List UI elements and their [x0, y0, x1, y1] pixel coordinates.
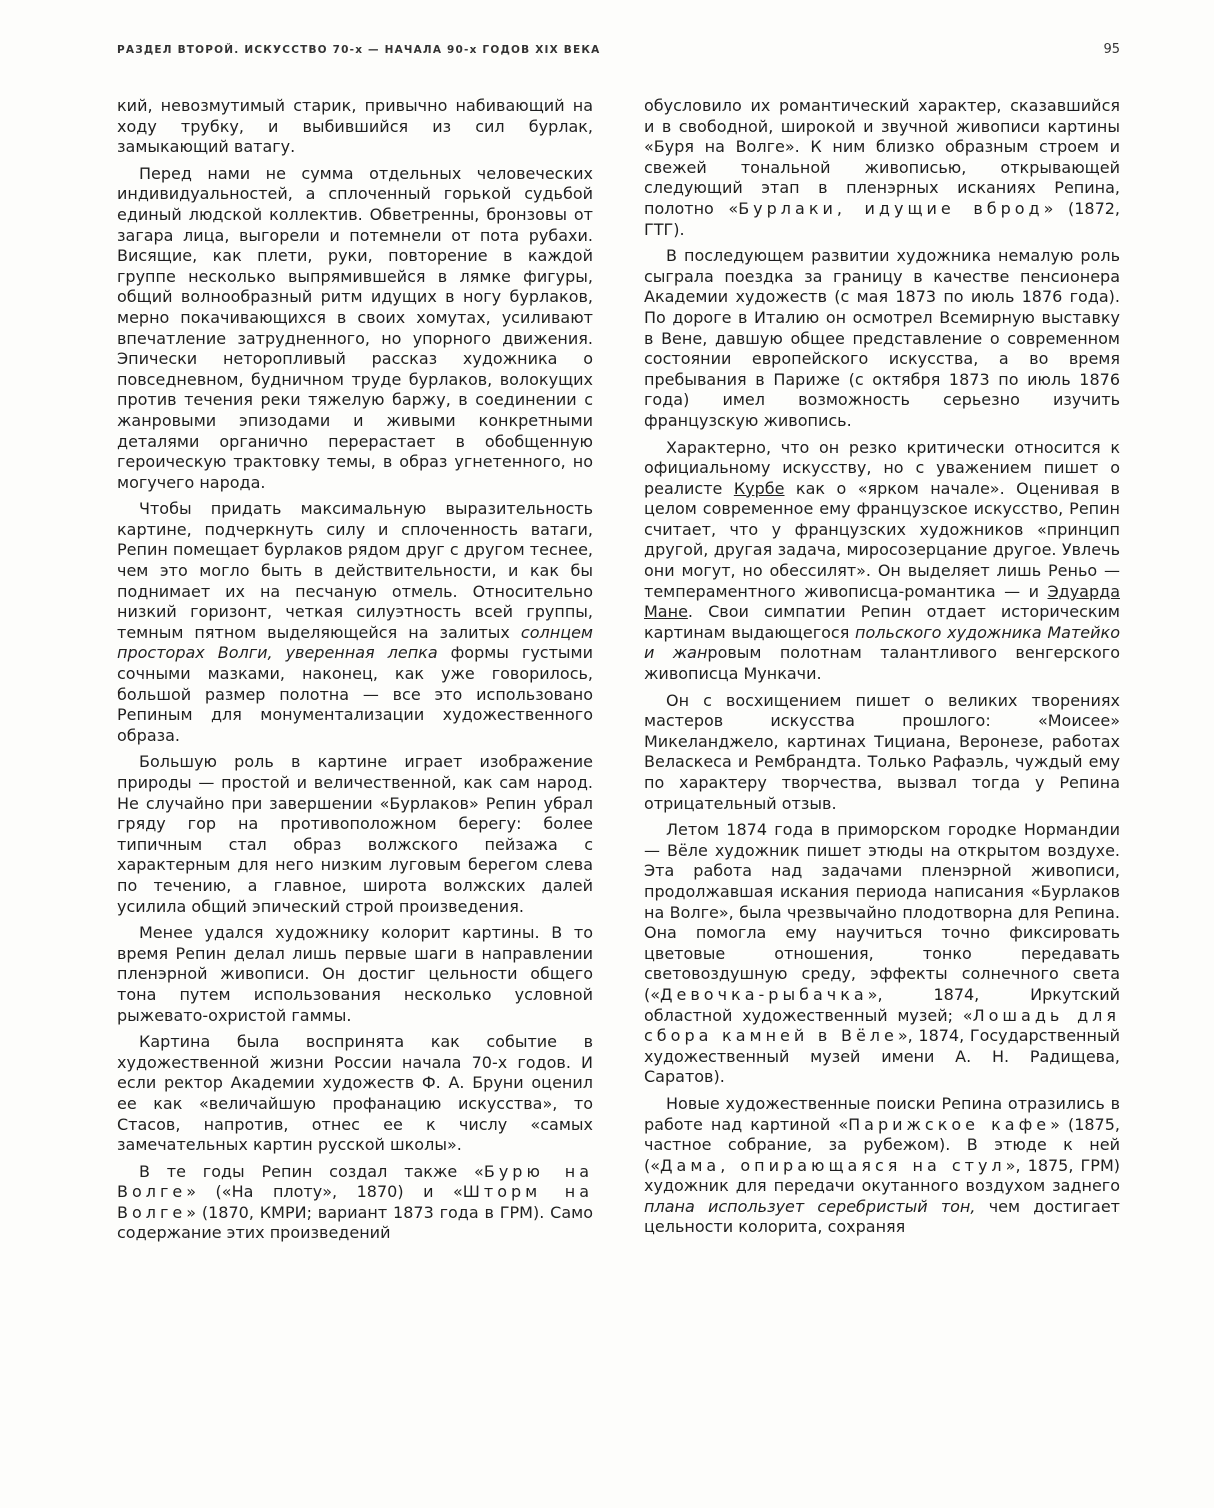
text-run: Чтобы придать максимальную выразительность картине, подчеркнуть силу и сплоченность ватаги, Репин помещает бурлаков рядом друг с другом теснее, чем это могло быть в действительности, и как бы поднимает их на песчаную отмель. Относительно низкий горизонт, четкая силуэтность всей группы, темным пятном выделяющейся на залитых: [117, 499, 593, 642]
text-run: », 1875, ГРМ) художник для передачи окутанного воздухом заднего: [644, 1155, 1120, 1196]
text-run: . Свои симпатии Репин отдает историческим картинам выдающегося: [644, 602, 1120, 642]
spaced-title: Лошадь для сбора камней в Вёле: [644, 1005, 1120, 1046]
text-run: », 1874, Иркутский областной художественный музей; «: [644, 984, 1120, 1025]
paragraph: [644, 96, 1120, 240]
spaced-title: Девочка-рыбачка: [660, 984, 868, 1004]
left-column: [117, 96, 593, 1250]
text-run: ровым полотнам талантливого венгерского живописца Мункачи.: [644, 643, 1120, 684]
text-run: Новые художественные поиски Репина отразились в работе над картиной «: [644, 1093, 1120, 1134]
text-run: », 1874, Государственный художественный музей имени А. Н. Радищева, Саратов).: [644, 1026, 1120, 1087]
paragraph: кий, невозмутимый старик, привычно набивающий на ходу трубку, и выбившийся из сил бурлак, замыкающий ватагу.: [117, 96, 593, 157]
paragraph: В последующем развитии художника немалую роль сыграла поездка за границу в качестве пенсионера Академии художеств (с мая 1873 по июль 1876 года). По дороге в Италию он осмотрел Всемирную выставку в Вене, давшую общее представление о современном состоянии европейского искусства, а во время пребывания в Париже (с октября 1873 по июль 1876 года) имел возможность серьезно изучить французскую живопись.: [644, 246, 1120, 430]
page-number: 95: [1103, 42, 1120, 57]
text-run: чем достигает цельности колорита, сохраняя: [644, 1196, 1121, 1237]
paragraph: [644, 438, 1120, 685]
spaced-title: Шторм на Волге: [117, 1182, 594, 1222]
paragraph: Он с восхищением пишет о великих творениях мастеров искусства прошлого: «Моисее» Микеланджело, картинах Тициана, Веронезе, работах Веласкеса и Рембрандта. Только Рафаэль, чуждый ему по характеру творчества, вызвал тогда у Репина отрицательный отзыв.: [644, 690, 1120, 813]
paragraph: Картина была воспринята как событие в художественной жизни России начала 70-х годов. И если ректор Академии художеств Ф. А. Бруни оценил ее как «величайшую профанацию искусства», то Стасов, напротив, отнес ее к числу «самых замечательных картин русской школы».: [117, 1032, 593, 1155]
paragraph: Большую роль в картине играет изображение природы — простой и величественной, как сам народ. Не случайно при завершении «Бурлаков» Репин убрал гряду гор на противоположном берегу: более типичным стал образ волжского пейзажа с характерным для него низким луговым берегом слева по течению, а главное, широта волжских далей усилила общий эпический строй произведения.: [117, 752, 593, 916]
spaced-title: Парижское кафе: [848, 1114, 1051, 1134]
right-column: [644, 96, 1120, 1244]
text-run: » («На плоту», 1870) и «: [186, 1182, 463, 1202]
italic-text: плана использует серебристый тон,: [644, 1196, 976, 1216]
text-run: формы густыми сочными мазками, наконец, как уже говорилось, большой размер полотна — все это использовано Репиным для монументализации художественного образа.: [117, 643, 594, 745]
paragraph: [644, 820, 1120, 1088]
paragraph: [644, 1094, 1120, 1238]
spaced-title: Бурю на Волге: [117, 1161, 594, 1202]
text-run: В те годы Репин создал также «: [139, 1161, 484, 1181]
spaced-title: Дама, опирающаяся на стул: [660, 1155, 1006, 1175]
text-run: » (1872, ГТГ).: [644, 198, 1121, 239]
italic-text: солнцем просторах Волги, уверенная лепка: [117, 622, 593, 663]
underlined-name: Эдуарда Мане: [644, 581, 1120, 622]
spaced-title: Бурлаки, идущие вброд: [738, 198, 1044, 218]
text-run: обусловило их романтический характер, сказавшийся и в свободной, широкой и звучной живописи картины «Буря на Волге». К ним близко образным строем и свежей тональной живописью, открывающей следующий этап в пленэрных исканиях Репина, полотно «: [644, 96, 1120, 218]
running-head: РАЗДЕЛ ВТОРОЙ. ИСКУССТВО 70-х — НАЧАЛА 90-х ГОДОВ XIX ВЕКА: [117, 44, 601, 56]
text-run: » (1870, КМРИ; вариант 1873 года в ГРМ). Само содержание этих произведений: [117, 1202, 593, 1243]
text-run: как о «ярком начале». Оценивая в целом современное ему французское искусство, Репин считает, что у французских художников «принцип другой, другая задача, миросозерцание другое. Увлечь они могут, но обессилят». Он выделяет лишь Реньо — темпераментного живописца-романтика — и: [644, 478, 1120, 601]
text-run: Характерно, что он резко критически относится к официальному искусству, но с уважением пишет о реалисте: [644, 437, 1120, 498]
paragraph: [117, 499, 593, 746]
text-run: Летом 1874 года в приморском городке Нормандии — Вёле художник пишет этюды на открытом воздухе. Эта работа над задачами пленэрной живописи, продолжавшая искания периода написания «Бурлаков на Волге», была чрезвычайно плодотворна для Репина. Она помогла ему научиться точно фиксировать цветовые отношения, тонко передавать световоздушную среду, эффекты солнечного света («: [644, 820, 1120, 1004]
text-run: » (1875, частное собрание, за рубежом). В этюде к ней («: [644, 1114, 1121, 1175]
paragraph: Перед нами не сумма отдельных человеческих индивидуальностей, а сплоченный горькой судьбой единый людской коллектив. Обветренны, бронзовы от загара лица, выгорели и потемнели от пота рубахи. Висящие, как плети, руки, повторение в каждой группе несколько выпрямившейся в лямке фигуры, общий волнообразный ритм идущих в ногу бурлаков, мерно покачивающихся в своих хомутах, усиливают впечатление затрудненного, но упорного движения. Эпически неторопливый рассказ художника о повседневном, будничном труде бурлаков, волокущих против течения реки тяжелую баржу, в соединении с жанровыми эпизодами и живыми конкретными деталями органично перерастает в обобщенную героическую трактовку темы, в образ угнетенного, но могучего народа.: [117, 163, 593, 492]
paragraph: [117, 1162, 593, 1244]
italic-text: польского художника Матейко и жан: [644, 622, 1120, 663]
paragraph: Менее удался художнику колорит картины. В то время Репин делал лишь первые шаги в направлении пленэрной живописи. Он достиг цельности общего тона путем использования несколько условной рыжевато-охристой гаммы.: [117, 923, 593, 1025]
underlined-name: Курбе: [733, 478, 785, 498]
